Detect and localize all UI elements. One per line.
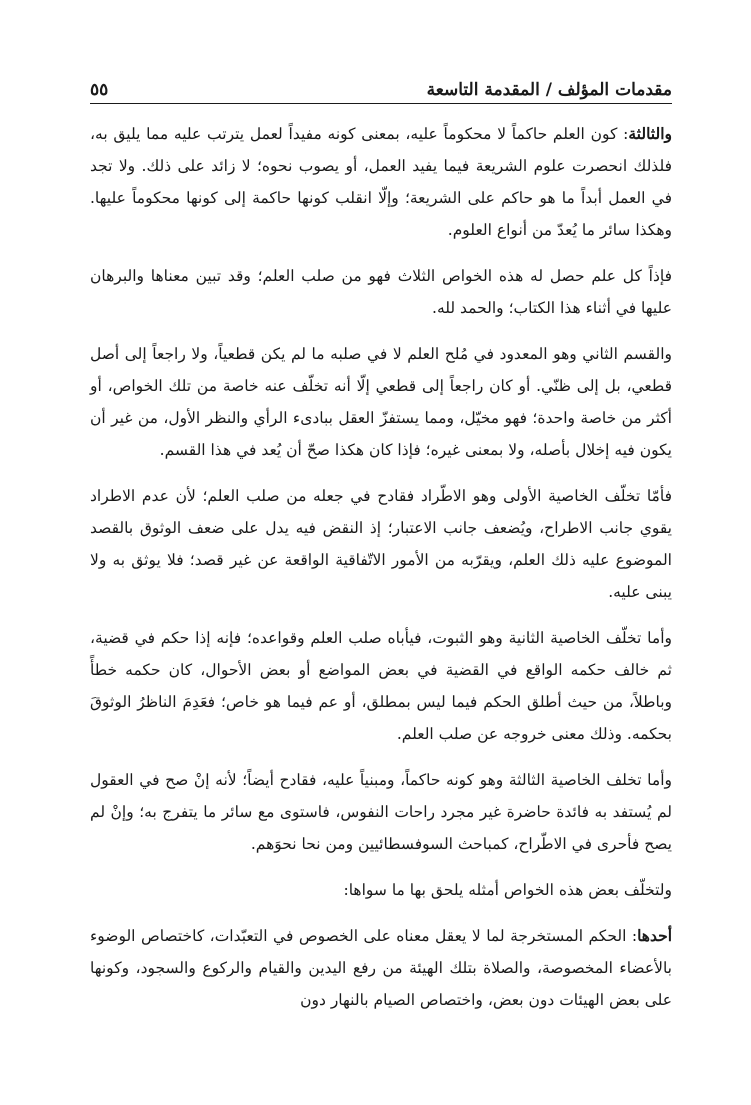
paragraph-first-property-lapse [90,480,672,608]
book-page [90,70,672,1090]
paragraph-text: : الحكم المستخرجة لما لا يعقل معناه على الخصوص في التعبّدات، كاختصاص الوضوء بالأعضاء المخصوصة، والصلاة بتلك الهيئة من رفع اليدين والقيام والركوع والسجود، وكونها على بعض الهيئات دون بعض، واختصاص الصيام بالنهار دون [90,927,672,1009]
paragraph-second-property-lapse [90,622,672,750]
paragraph-second-section [90,338,672,466]
running-title: مقدمات المؤلف / المقدمة التاسعة [426,80,672,100]
paragraph-text: والقسم الثاني وهو المعدود في مُلح العلم لا في صلبه ما لم يكن قطعياً، ولا راجعاً إلى أصل قطعي، بل إلى ظنّي. أو كان راجعاً إلى قطعي إلّا أنه تخلّف عنه خاصة من تلك الخواص، أو أكثر من خاصة واحدة؛ فهو مخيّل، ومما يستفزّ العقل ببادىء الرأي والنظر الأول، من غير أن يكون فيه إخلال بأصله، ولا بمعنى غيره؛ فإذا كان هكذا صحّ أن يُعد في هذا القسم. [90,345,672,459]
paragraph-third-property-lapse [90,764,672,860]
paragraph-conclusion [90,260,672,324]
page-header [90,70,672,104]
paragraph-text: وأما تخلف الخاصية الثالثة وهو كونه حاكماً، ومبنياً عليه، فقادح أيضاً؛ لأنه إنْ صح في العقول لم يُستفد به فائدة حاضرة غير مجرد راحات النفوس، فاستوى مع سائر ما يتفرج به؛ وإنْ لم يصح فأحرى في الاطّراح، كمباحث السوفسطائيين ومن نحا نحوَهم. [90,771,672,853]
paragraph-lead: أحدها [637,926,672,945]
paragraph-text: فأمّا تخلّف الخاصية الأولى وهو الاطّراد فقادح في جعله من صلب العلم؛ لأن عدم الاطراد يقوي جانب الاطراح، ويُضعف جانب الاعتبار؛ إذ النقض فيه يدل على ضعف الوثوق بالقصد الموضوع عليه ذلك العلم، ويقرّبه من الأمور الاتّفاقية الواقعة عن غير قصد؛ فلا يوثق به ولا يبنى عليه. [90,487,672,601]
page-body [90,118,672,1016]
paragraph-first-example [90,920,672,1016]
paragraph-examples-intro [90,874,672,906]
page-number: ٥٥ [90,80,109,100]
paragraph-text: فإذاً كل علم حصل له هذه الخواص الثلاث فهو من صلب العلم؛ وقد تبين معناها والبرهان عليها في أثناء هذا الكتاب؛ والحمد لله. [90,267,672,317]
paragraph-text: وأما تخلّف الخاصية الثانية وهو الثبوت، فيأباه صلب العلم وقواعده؛ فإنه إذا حكم في قضية، ثم خالف حكمه الواقع في القضية في بعض المواضع أو بعض الأحوال، كان حكمه خطأً وباطلاً، من حيث أطلق الحكم فيما ليس بمطلق، أو عم فيما هو خاص؛ فعَدِمَ الناظرُ الوثوقَ بحكمه. وذلك معنى خروجه عن صلب العلم. [90,629,672,743]
paragraph-lead: والثالثة [628,124,672,143]
paragraph-text: ولتخلّف بعض هذه الخواص أمثله يلحق بها ما سواها: [343,881,672,899]
paragraph-third-property [90,118,672,246]
paragraph-text: : كون العلم حاكماً لا محكوماً عليه، بمعنى كونه مفيداً لعمل يترتب عليه مما يليق به، فلذلك انحصرت علوم الشريعة فيما يفيد العمل، أو يصوب نحوه؛ لا زائد على ذلك. ولا تجد في العمل أبداً ما هو حاكم على الشريعة؛ وإلّا انقلب كونها حاكمة إلى كونها محكوماً عليها. وهكذا سائر ما يُعدّ من أنواع العلوم. [90,125,672,239]
